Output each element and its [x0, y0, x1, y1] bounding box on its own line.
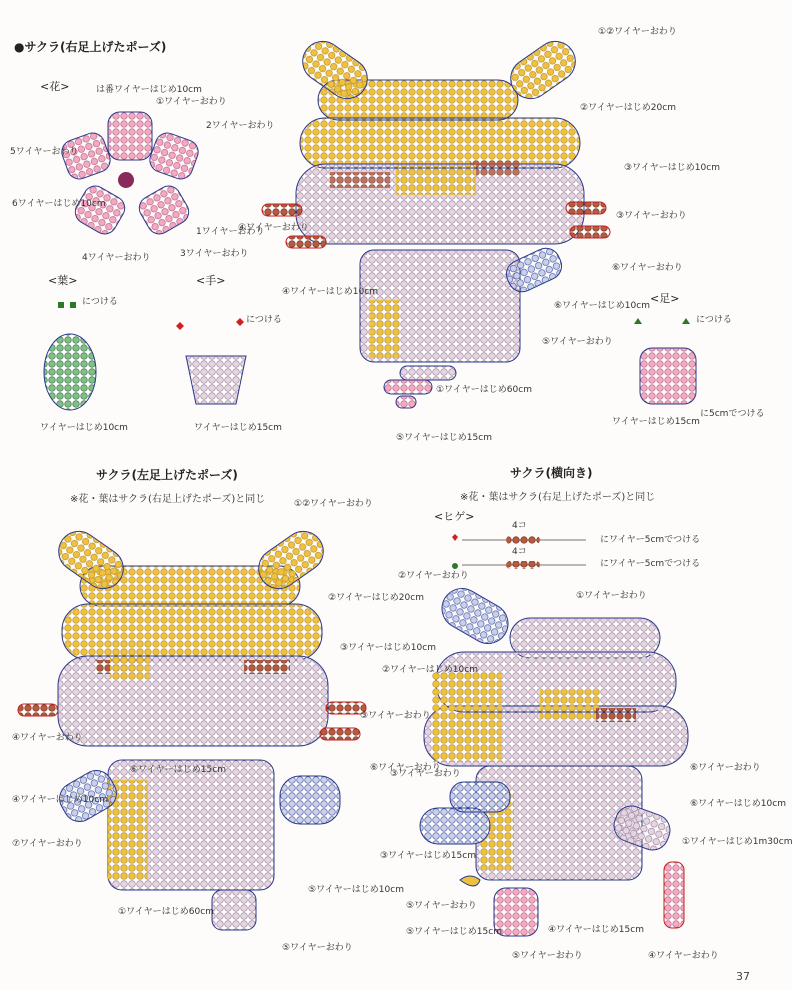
hand-diagram: [176, 318, 246, 404]
s3-wire4-end: ④ワイヤーおわり: [648, 951, 719, 961]
s1-wire12-end: ①②ワイヤーおわり: [598, 27, 677, 37]
foot-title: <足>: [650, 292, 680, 305]
flower-label-4: 6ワイヤーはじめ10cm: [12, 199, 106, 209]
s1-wire6-start: ⑥ワイヤーはじめ10cm: [554, 301, 650, 311]
flower-label-2: 2ワイヤーおわり: [206, 121, 275, 131]
flower-label-1: ①ワイヤーおわり: [156, 97, 227, 107]
s1-wire3-start: ③ワイヤーはじめ10cm: [624, 163, 720, 173]
flower-label-7: 1ワイヤーおわり: [196, 227, 265, 237]
s1-wire5-start: ⑤ワイヤーはじめ15cm: [396, 433, 492, 443]
s2-wire1-start: ①ワイヤーはじめ60cm: [118, 907, 214, 917]
s1-wire6-end: ⑥ワイヤーおわり: [612, 263, 683, 273]
s3-wire6-end: ⑥ワイヤーおわり: [690, 763, 761, 773]
flower-label-0: は番ワイヤーはじめ10cm: [96, 85, 202, 95]
section1-title: ●サクラ(右足上げたポーズ): [14, 40, 167, 54]
s2-wire6-start: ⑥ワイヤーはじめ15cm: [130, 765, 226, 775]
whisker-count-2: 4コ: [512, 547, 527, 557]
s3-wire5-start: ⑤ワイヤーはじめ15cm: [406, 927, 502, 937]
hand-attach: につける: [246, 315, 282, 325]
section3-title: サクラ(横向き): [510, 466, 593, 480]
hand-title: <手>: [196, 274, 226, 287]
whisker-count-1: 4コ: [512, 521, 527, 531]
flower-label-6: 3ワイヤーおわり: [180, 249, 249, 259]
leaf-attach: につける: [82, 297, 118, 307]
s3-wire5-end-2: ⑤ワイヤーおわり: [512, 951, 583, 961]
s3-wire5-end: ⑤ワイヤーおわり: [406, 901, 477, 911]
s1-wire3-end: ③ワイヤーおわり: [616, 211, 687, 221]
whisker-title: <ヒゲ>: [434, 510, 475, 523]
body-diagram-3: [420, 581, 688, 936]
s2-wire4-start: ④ワイヤーはじめ10cm: [12, 795, 108, 805]
s2-wire2-start: ②ワイヤーはじめ20cm: [328, 593, 424, 603]
s1-wire2-start: ②ワイヤーはじめ20cm: [580, 103, 676, 113]
section2-note: ※花・葉はサクラ(右足上げたポーズ)と同じ: [70, 494, 266, 505]
section2-title: サクラ(左足上げたポーズ): [96, 468, 238, 482]
leaf-diagram: [44, 302, 96, 410]
flower-diagram: [58, 112, 201, 238]
s1-wire1-start: ①ワイヤーはじめ60cm: [436, 385, 532, 395]
s3-wire2-start: ②ワイヤーはじめ10cm: [382, 665, 478, 675]
s1-wire4-start: ④ワイヤーはじめ10cm: [282, 287, 378, 297]
s2-wire5-start: ⑤ワイヤーはじめ10cm: [308, 885, 404, 895]
foot-note: に5cmでつける: [700, 409, 765, 419]
s2-wire4-end: ④ワイヤーおわり: [12, 733, 83, 743]
s2-wire5-end: ⑤ワイヤーおわり: [282, 943, 353, 953]
s2-wire6-end: ⑥ワイヤーおわり: [370, 763, 441, 773]
flower-label-5: 4ワイヤーおわり: [82, 253, 151, 263]
body-diagram-1: [262, 34, 610, 408]
foot-diagram: [634, 318, 696, 404]
flower-label-3: 5ワイヤーおわり: [10, 147, 79, 157]
s1-wire5-end: ⑤ワイヤーおわり: [542, 337, 613, 347]
s3-wire1-start: ①ワイヤーはじめ1m30cm: [682, 837, 792, 847]
flower-title: <花>: [40, 80, 70, 93]
leaf-wire: ワイヤーはじめ10cm: [40, 423, 128, 433]
body-diagram-2: [18, 524, 366, 930]
s3-wire4-start: ④ワイヤーはじめ15cm: [548, 925, 644, 935]
s3-wire1-end: ①ワイヤーおわり: [576, 591, 647, 601]
leaf-title: <葉>: [48, 274, 78, 287]
s3-wire3-start: ③ワイヤーはじめ15cm: [380, 851, 476, 861]
s2-wire7-end: ⑦ワイヤーおわり: [12, 839, 83, 849]
s3-wire3-end: ③ワイヤーおわり: [390, 769, 461, 779]
foot-wire: ワイヤーはじめ15cm: [612, 417, 700, 427]
s3-wire2-end: ②ワイヤーおわり: [398, 571, 469, 581]
hand-wire: ワイヤーはじめ15cm: [194, 423, 282, 433]
s2-wire12-end: ①②ワイヤーおわり: [294, 499, 373, 509]
page-number: 37: [736, 970, 750, 983]
s2-wire3-start: ③ワイヤーはじめ10cm: [340, 643, 436, 653]
s1-wire4-end: ④ワイヤーおわり: [238, 223, 309, 233]
whisker-label-2: にワイヤー5cmでつける: [600, 559, 701, 569]
s2-wire3-end: ③ワイヤーおわり: [360, 711, 431, 721]
s3-wire6-start: ⑥ワイヤーはじめ10cm: [690, 799, 786, 809]
foot-attach: につける: [696, 315, 732, 325]
whisker-label-1: にワイヤー5cmでつける: [600, 535, 701, 545]
section3-note: ※花・葉はサクラ(右足上げたポーズ)と同じ: [460, 492, 656, 503]
